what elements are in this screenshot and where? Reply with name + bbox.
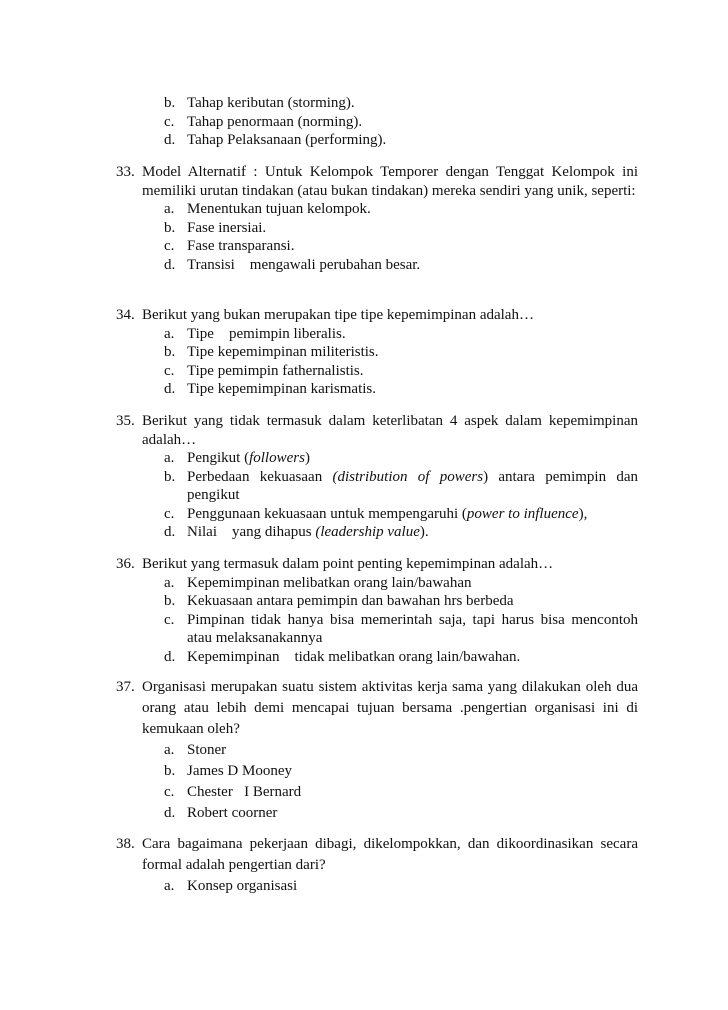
option-c: c. Fase transparansi. [164, 238, 295, 254]
option-c: c. Chester I Bernard [164, 784, 302, 800]
question-36 [116, 555, 638, 666]
option-a: a. Tipe pemimpin liberalis. [164, 325, 346, 342]
option-a: a. Pengikut (followers) [164, 450, 310, 466]
option-b: b. Kekuasaan antara pemimpin dan bawahan hrs berbeda [164, 593, 514, 609]
option-d: d. Transisi mengawali perubahan besar. [164, 256, 421, 273]
option-d: d. Nilai yang dihapus (leadership value). [164, 524, 429, 540]
option-a: a. Konsep organisasi [164, 878, 298, 894]
question-33 [116, 163, 638, 274]
option-d: d. Kepemimpinan tidak melibatkan orang lain/bawahan. [164, 648, 521, 665]
question-stem: 36. Berikut yang termasuk dalam point penting kepemimpinan adalah… [116, 556, 554, 572]
continued-options [116, 94, 638, 150]
question-35 [116, 412, 638, 542]
option-c: c. Tahap penormaan (norming). [164, 113, 363, 130]
option-c: c. Pimpinan tidak hanya bisa memerintah saja, tapi harus bisa mencontoh atau melaksanakannya [164, 611, 638, 646]
option-a: a. Stoner [164, 742, 227, 758]
question-stem: 38. Cara bagaimana pekerjaan dibagi, dikelompokkan, dan dikoordinasikan secara formal adalah pengertian dari? [116, 836, 638, 873]
option-b: b. James D Mooney [164, 763, 292, 779]
question-stem: 34. Berikut yang bukan merupakan tipe tipe kepemimpinan adalah… [116, 307, 534, 323]
question-stem: 35. Berikut yang tidak termasuk dalam keterlibatan 4 aspek dalam kepemimpinan adalah… [116, 413, 638, 448]
option-b: b. Fase inersiai. [164, 219, 267, 236]
option-a: a. Kepemimpinan melibatkan orang lain/bawahan [164, 574, 472, 591]
option-d: d. Tipe kepemimpinan karismatis. [164, 381, 377, 397]
question-stem: 33. Model Alternatif : Untuk Kelompok Temporer dengan Tenggat Kelompok ini memiliki urutan tindakan (atau bukan tindakan) mereka sendiri yang unik, seperti: [116, 164, 638, 199]
question-34 [116, 306, 638, 399]
option-b: b. Tipe kepemimpinan militeristis. [164, 344, 379, 360]
question-38 [116, 834, 638, 897]
option-c: c. Tipe pemimpin fathernalistis. [164, 362, 364, 379]
question-37 [116, 677, 638, 824]
option-b: b. Tahap keributan (storming). [164, 95, 355, 111]
option-d: d. Robert coorner [164, 805, 278, 821]
option-a: a. Menentukan tujuan kelompok. [164, 201, 371, 217]
question-stem: 37. Organisasi merupakan suatu sistem aktivitas kerja sama yang dilakukan oleh dua orang atau lebih demi mencapai tujuan bersama .pengertian organisasi ini di kemukaan oleh? [116, 679, 638, 737]
option-b: b. Perbedaan kekuasaan (distribution of powers) antara pemimpin dan pengikut [164, 468, 639, 503]
option-d: d. Tahap Pelaksanaan (performing). [164, 132, 387, 148]
option-c: c. Penggunaan kekuasaan untuk mempengaruhi (power to influence), [164, 505, 588, 522]
